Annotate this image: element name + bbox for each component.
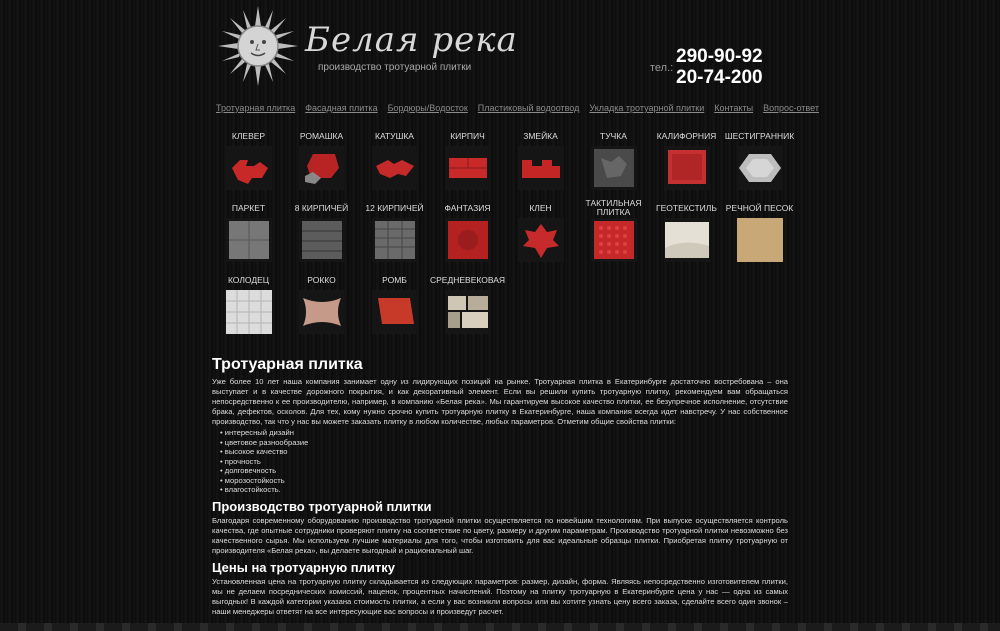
nav-item-facade[interactable]: Фасадная плитка <box>305 103 378 113</box>
product-tuchka[interactable] <box>577 126 650 198</box>
prices-paragraph: Установленная цена на тротуарную плитку складывается из следующих параметров: размер, дизайн, форма. Являясь непосредственно изготовителем плитки, мы не делаем посреднических комиссий, наценок, процентных начислений. Поэтому на плитку тротуарную в Екатеринбурге цена у нас — одна из самых выгодных! В каждой категории указана стоимость плитки, а если у вас возникли вопросы или вы хотите узнать цену всего заказа, сделайте всего один звонок – наши менеджеры ответят на все интересующие вас вопросы и произведут расчет. <box>212 576 788 616</box>
katushka-tile-image[interactable] <box>372 146 418 190</box>
product-label[interactable]: РОМБ <box>382 274 407 285</box>
product-srednevekovaya[interactable] <box>431 270 504 342</box>
nav-item-contacts[interactable]: Контакты <box>714 103 754 113</box>
geotekstil-tile-image[interactable] <box>664 218 710 262</box>
section-heading-prices: Цены на тротуарную плитку <box>212 559 395 575</box>
product-label[interactable]: КАЛИФОРНИЯ <box>656 130 717 141</box>
romashka-tile-image[interactable] <box>299 146 345 190</box>
list-item: • влагостойкость. <box>220 485 788 495</box>
properties-list <box>212 428 788 495</box>
product-geotekstil[interactable] <box>650 198 723 270</box>
product-rechnoy-pesok[interactable] <box>723 198 796 270</box>
tel-label: тел.: <box>650 62 674 74</box>
phone-number-2: 20-74-200 <box>676 67 763 88</box>
12-kirpichey-tile-image[interactable] <box>372 218 418 262</box>
list-item: • морозостойкость <box>220 476 788 486</box>
product-label[interactable]: КАТУШКА <box>375 130 414 141</box>
product-12-kirpichey[interactable] <box>358 198 431 270</box>
nav-item-faq[interactable]: Вопрос-ответ <box>763 103 819 113</box>
romb-tile-image[interactable] <box>372 290 418 334</box>
list-item: • прочность <box>220 457 788 467</box>
product-romb[interactable] <box>358 270 431 342</box>
srednevekovaya-tile-image[interactable] <box>445 290 491 334</box>
product-klen[interactable] <box>504 198 577 270</box>
product-rokko[interactable] <box>285 270 358 342</box>
list-item: • цветовое разнообразие <box>220 438 788 448</box>
kirpich-tile-image[interactable] <box>445 146 491 190</box>
product-label[interactable]: РОККО <box>307 274 336 285</box>
product-shestigrannik[interactable] <box>723 126 796 198</box>
list-item: • долговечность <box>220 466 788 476</box>
product-katushka[interactable] <box>358 126 431 198</box>
product-label[interactable]: ШЕСТИГРАННИК <box>724 130 795 141</box>
fantaziya-tile-image[interactable] <box>445 218 491 262</box>
product-label[interactable]: 12 КИРПИЧЕЙ <box>365 202 424 213</box>
rokko-tile-image[interactable] <box>299 290 345 334</box>
nav-item-paving[interactable]: Тротуарная плитка <box>216 103 296 113</box>
page-title: Тротуарная плитка <box>212 356 363 373</box>
kaliforniya-tile-image[interactable] <box>664 146 710 190</box>
product-kaliforniya[interactable] <box>650 126 723 198</box>
klever-tile-image[interactable] <box>226 146 272 190</box>
product-label[interactable]: 8 КИРПИЧЕЙ <box>294 202 349 213</box>
nav-item-laying[interactable]: Укладка тротуарной плитки <box>589 103 705 113</box>
nav-item-curbs[interactable]: Бордюры/Водосток <box>387 103 468 113</box>
intro-paragraph: Уже более 10 лет наша компания занимает одну из лидирующих позиций на рынке. Тротуарная плитка в Екатеринбурге достаточно востребована – она выступает и в качестве дорожного покрытия, и как декоративный элемент. Если вы решили купить тротуарную плитку, рекомендуем вам обращаться непосредственно к ее производителю, например, в компанию «Белая река». Мы гарантируем высокое качество плитки, ее безупречное исполнение, отсутствие брака, дефектов, осколов. Для тех, кому нужно срочно купить тротуарную плитку в Екатеринбурге, наша компания всегда идет навстречу. У нас собственное производство, так что у нас вы можете заказать плитку в любом количестве, любых параметров. Отметим общие свойства плитки: <box>212 377 788 426</box>
8-kirpichey-tile-image[interactable] <box>299 218 345 262</box>
rechnoy-pesok-tile-image[interactable] <box>737 218 783 262</box>
nav-item-drainage[interactable]: Пластиковый водоотвод <box>477 103 580 113</box>
product-label[interactable]: РЕЧНОЙ ПЕСОК <box>725 202 794 213</box>
product-label[interactable]: РОМАШКА <box>299 130 344 141</box>
klen-tile-image[interactable] <box>518 218 564 262</box>
product-label[interactable]: ГЕОТЕКСТИЛЬ <box>656 202 717 213</box>
product-kolodets[interactable] <box>212 270 285 342</box>
product-zmeyka[interactable] <box>504 126 577 198</box>
section-heading-production: Производство тротуарной плитки <box>212 498 432 514</box>
product-label[interactable]: ПАРКЕТ <box>231 202 266 213</box>
product-label[interactable]: ТАКТИЛЬНАЯ ПЛИТКА <box>585 198 642 217</box>
production-paragraph: Благодаря современному оборудованию производство тротуарной плитки осуществляется по новейшим технологиям. При выпуске осуществляется контроль качества, где опытные сотрудники проверяют плитку на соответствие по цвету, размеру и другим параметрам. Производство тротуарной плитки невозможно без качественного сырья. Мы используем лучшие материалы для того, чтобы изготовить для вас идеальные образцы плитки. Приобретая плитку тротуарную от производителя «Белая река», вы делаете выгодный и рациональный шаг. <box>212 515 788 555</box>
main-nav <box>216 103 819 113</box>
product-taktilnaya[interactable] <box>577 198 650 270</box>
product-label[interactable]: КЛЕВЕР <box>231 130 266 141</box>
product-label[interactable]: ТУЧКА <box>600 130 627 141</box>
product-label[interactable]: ФАНТАЗИЯ <box>444 202 491 213</box>
kolodets-tile-image[interactable] <box>226 290 272 334</box>
product-label[interactable]: КОЛОДЕЦ <box>227 274 270 285</box>
shestigrannik-tile-image[interactable] <box>737 146 783 190</box>
product-label[interactable]: СРЕДНЕВЕКОВАЯ <box>429 274 506 285</box>
taktilnaya-tile-image[interactable] <box>591 218 637 262</box>
list-item: • высокое качество <box>220 447 788 457</box>
phone-number-1: 290-90-92 <box>676 46 763 67</box>
list-item: • интересный дизайн <box>220 428 788 438</box>
parket-tile-image[interactable] <box>226 218 272 262</box>
product-fantaziya[interactable] <box>431 198 504 270</box>
product-8-kirpichey[interactable] <box>285 198 358 270</box>
product-kirpich[interactable] <box>431 126 504 198</box>
product-label[interactable]: КИРПИЧ <box>450 130 485 141</box>
tuchka-tile-image[interactable] <box>591 146 637 190</box>
product-parket[interactable] <box>212 198 285 270</box>
brand-tagline: производство тротуарной плитки <box>318 62 472 73</box>
brand-title: Белая река <box>305 20 518 60</box>
product-label[interactable]: КЛЕН <box>529 202 552 213</box>
zmeyka-tile-image[interactable] <box>518 146 564 190</box>
footer-pattern-strip <box>0 623 1000 631</box>
product-klever[interactable] <box>212 126 285 198</box>
product-label[interactable]: ЗМЕЙКА <box>523 130 558 141</box>
sun-logo-icon[interactable] <box>218 6 298 86</box>
main-content <box>212 356 788 617</box>
product-romashka[interactable] <box>285 126 358 198</box>
product-catalog <box>212 126 796 342</box>
